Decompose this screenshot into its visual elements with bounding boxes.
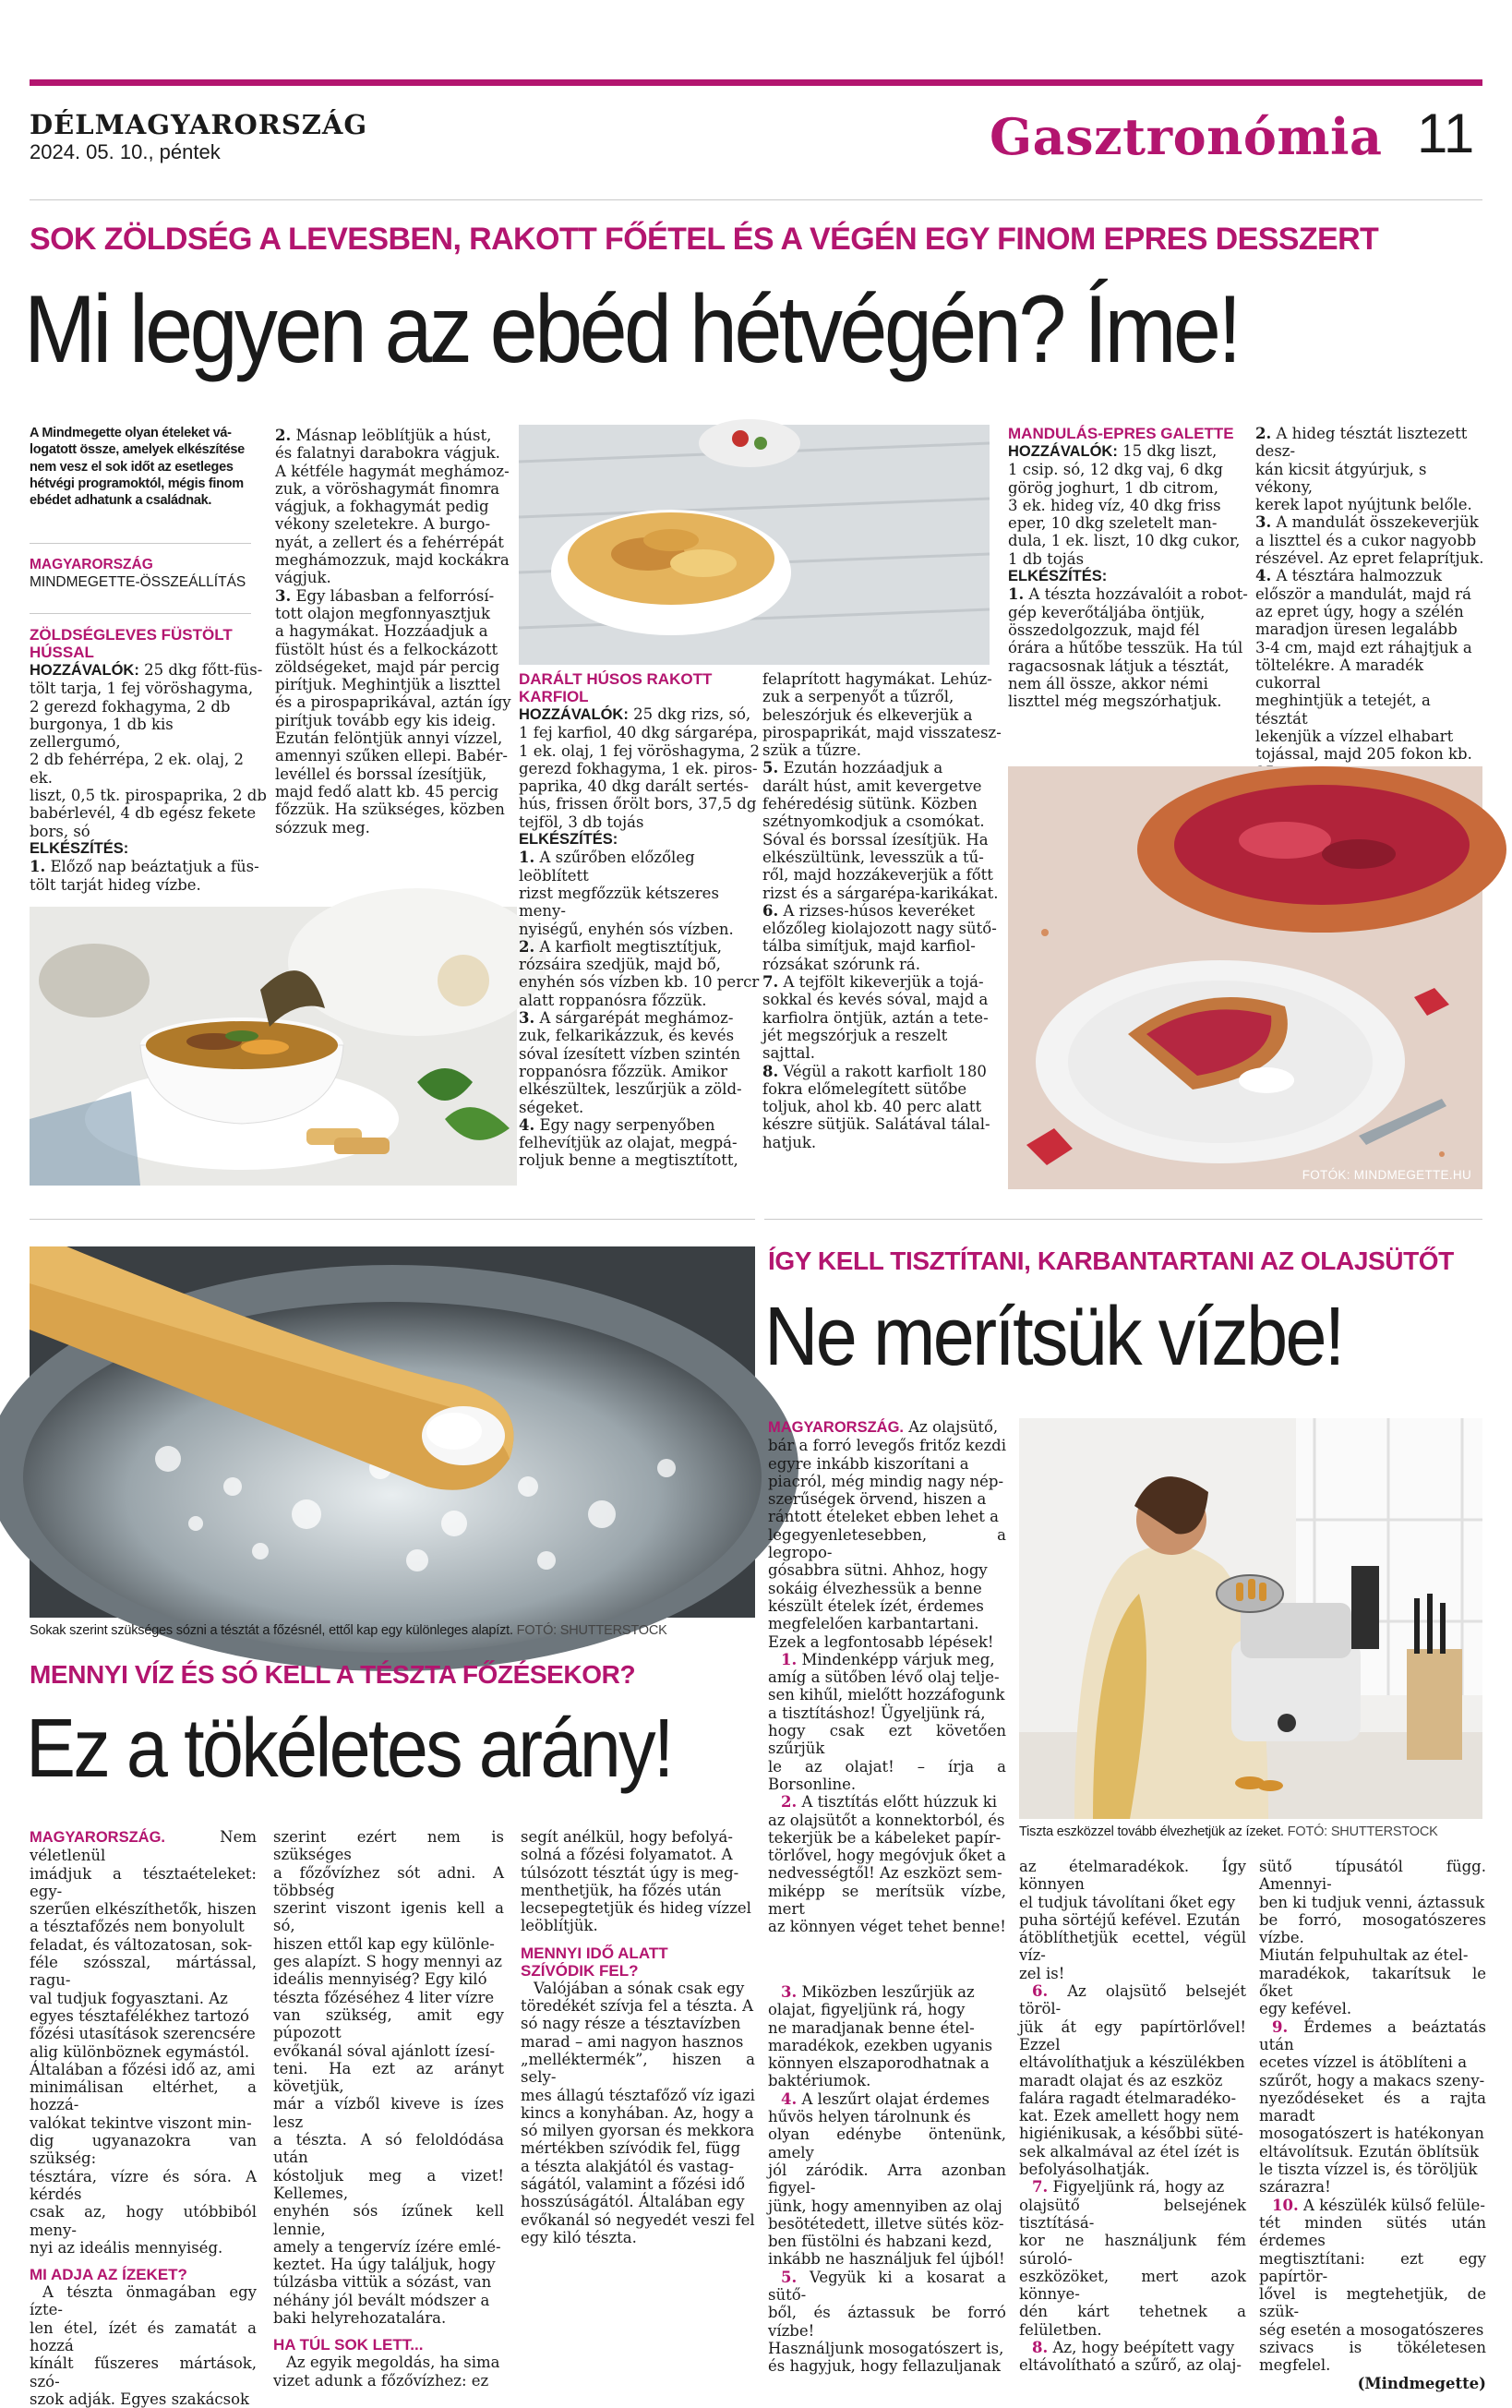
fryer-caption: Tiszta eszközzel tovább élvezhetjük az ízeket. FOTÓ: SHUTTERSTOCK: [1019, 1824, 1438, 1839]
fryer-col-1-cont: 3. Miközben leszűrjük az olajat, figyeljünk rá, hogy ne maradjanak benne étel- maradékok, ezekben ugyanis könnyen elszaporodhatnak a baktériumok. 4. A leszűrt olajat érdemes hűvös helyen tárolnunk és olyan edénybe öntenünk, amely jól záródik. Arra azonban figyel- jünk, hogy amennyiben az olaj besötétedett, illetve sütés köz- ben füstölni és habzani kezd, inkább ne használjuk fel újból! 5. Vegyük ki a kosarat a sütő- ből, és áztassuk be forró vízbe! Használjunk mosogatószert is, és hagyjuk, hogy fellazuljanak: [768, 1983, 1006, 2376]
issue-date: 2024. 05. 10., péntek: [30, 140, 221, 163]
top-byline: MAGYARORSZÁG MINDMEGETTE-ÖSSZEÁLLÍTÁS: [30, 557, 246, 590]
pasta-kicker: MENNYI VÍZ ÉS SÓ KELL A TÉSZTA FŐZÉSEKOR?: [30, 1660, 636, 1689]
pasta-caption: Sokak szerint szükséges sózni a tésztát a főzésnél, ettől kap egy különleges alapízt. FOTÓ: SHUTTERSTOCK: [30, 1623, 667, 1638]
cauliflower-recipe: DARÁLT HÚSOS RAKOTT KARFIOL HOZZÁVALÓK: 25 dkg rizs, só, 1 fej karfiol, 40 dkg sárgarépa, 1 ek. olaj, 1 fej vöröshagyma, 2 gerezd fokhagyma, 1 ek. piros- paprika, 40 dkg darált sertés- hús, frissen őrölt bors, 37,5 dg tejföl, 3 db tojás ELKÉSZÍTÉS: 1. A szűrőben előzőleg leöblített rizst megfőzzük kétszeres meny- nyiségű, enyhén sós vízben. 2. A karfiolt megtisztítjuk, rózsáira szedjük, majd bő, enyhén sós vízben kb. 10 percr alatt roppanósra főzzük. 3. A sárgarépát meghámoz- zuk, felkarikázzuk, és kevés sóval ízesített vízben szintén roppanósra főzzük. Amikor elkészültek, leszűrjük a zöld- ségeket. 4. Egy nagy serpenyőben felhevítjük az olajat, megpá- roljuk benne a megtisztított,: [519, 670, 760, 1170]
fryer-photo: [1019, 1418, 1482, 1819]
pasta-col-3: segít anélkül, hogy befolyá- solná a főzési folyamatot. A túlsózott tésztát úgy is meg- menthetjük, ha főzés után lecsepegtetjük és hideg vízzel leöblítjük. MENNYI IDŐ ALATT SZÍVÓDIK FEL? Valójában a sónak csak egy töredékét szívja fel a tészta. A só nagy része a tésztavízben marad – ami nagyon hasznos „melléktermék”, hiszen a sely- mes állagú tésztafőző víz igazi kincs a konyhában. Az, hogy a só milyen gyorsan és mekkora mértékben szívódik fel, függ a tészta alakjától és vastag- ságától, valamint a főzési idő hosszúságától. Általában egy evőkanál só negyedét veszi fel egy kiló tészta.: [521, 1828, 755, 2246]
top-lead: A Mindmegette olyan ételeket vá- logatott össze, amelyek elkészítése nem vesz el sok időt az esetleges hétvégi programoktól, mégis finom ebédet adhatunk a családnak.: [30, 426, 245, 509]
pasta-col-1: MAGYARORSZÁG. Nem véletlenül imádjuk a tésztaételeket: egy- szerűen elkészíthetők, hiszen a tésztafőzés nem bonyolult feladat, és változatosan, sok- féle szósszal, mártással, ragu- val tudjuk fogyasztani. Az egyes tésztafélékhez tartozó főzési utasítások szerencsére alig különböznek egymástól. Általában a főzési idő az, ami minimálisan eltérhet, a hozzá- valókat tekintve viszont min- dig ugyanazokra van szükség: tésztára, vízre és sóra. A kérdés csak az, hogy utóbbiból meny- nyi az ideális mennyiség. MI ADJA AZ ÍZEKET? A tészta önmagában egy ízte- len étel, ízét és zamatát a hozzá kínált fűszeres mártások, szó- szok adják. Egyes szakácsok: [30, 1828, 257, 2408]
galette-recipe: MANDULÁS-EPRES GALETTE HOZZÁVALÓK: 15 dkg liszt, 1 csip. só, 12 dkg vaj, 6 dkg görög joghurt, 1 db citrom, 3 ek. hideg víz, 40 dkg friss eper, 10 dkg szeletelt man- dula, 1 ek. liszt, 10 dkg cukor, 1 db tojás ELKÉSZÍTÉS: 1. A tészta hozzávalóit a robot- gép keverőtáljába öntjük, összedolgozzuk, majd fél órára a hűtőbe tesszük. Ha túl ragacsosnak látjuk a tésztát, nem áll össze, akkor némi liszttel még megszórhatjuk.: [1008, 425, 1248, 711]
mid-rule-left: [30, 1219, 755, 1220]
byline-rule: [30, 613, 251, 614]
fryer-kicker: ÍGY KELL TISZTÍTANI, KARBANTARTANI AZ OLAJSÜTŐT: [768, 1246, 1454, 1275]
soup-recipe: ZÖLDSÉGLEVES FÜSTÖLT HÚSSAL HOZZÁVALÓK: 25 dkg főtt-füs- tölt tarja, 1 fej vöröshagyma, 2 gerezd fokhagyma, 2 db burgonya, 1 db kis zellergumó, 2 db fehérrépa, 2 ek. olaj, 2 ek. liszt, 0,5 tk. pirospaprika, 2 db babérlevél, 4 db egész fekete bors, só ELKÉSZÍTÉS: 1. Előző nap beáztatjuk a füs- tölt tarját hideg vízbe.: [30, 626, 267, 894]
fryer-intro-col: MAGYARORSZÁG. Az olajsütő, bár a forró levegős fritőz kezdi egyre inkább kiszorítani a piacról, még mindig nagy nép- szerűségek örvend, hiszen a rántott ételeket ebben lehet a legegyenletesebben, a legropo- gósabbra sütni. Ahhoz, hogy sokáig élvezhessük a benne készült ételek ízét, érdemes megfelelően karbantartani. Ezek a legfontosabb lépések! 1. Mindenképp várjuk meg, amíg a sütőben lévő olaj telje- sen kihűl, mielőtt hozzáfogunk a tisztításhoz! Ügyeljünk rá, hogy csak ezt követően szűrjük le az olajat! – írja a Borsonline. 2. A tisztítás előtt húzzuk ki az olajsütőt a konnektorból, és tekerjük be a kábeleket papír- törlővel, hogy megóvjuk őket a nedvességtől! Az eszközt sem- miképp se merítsük vízbe, mert az könnyen véget tehet benne!: [768, 1418, 1007, 1936]
top-photo-credit: FOTÓK: MINDMEGETTE.HU: [1302, 1168, 1471, 1182]
section-title: Gasztronómia: [990, 107, 1383, 166]
galette-recipe-cont: 2. A hideg tésztát lisztezett desz- kán kicsit átgyúrjuk, s vékony, kerek lapot nyújtunk belőle. 3. A mandulát összekeverjük a liszttel és a cukor nagyobb részével. Az epret felaprítjuk. 4. A tésztára halmozzuk először a mandulát, majd rá az epret úgy, hogy a szélén maradjon üresen legalább 3-4 cm, majd ezt ráhajtjuk a töltelékre. A maradék cukorral meghintjük a tetejét, a tésztát lekenjük a vízzel elhabart tojással, majd 205 fokon kb.: [1255, 425, 1484, 764]
pasta-col-2: szerint ezért nem is szükséges a főzővízhez sót adni. A többség szerint viszont igenis kell a só, hiszen ettől kap egy különle- ges alapízt. S hogy mennyi az ideális mennyiség? Egy kiló tészta főzéséhez 4 liter vízre van szükség, amit egy púpozott evőkanál sóval ajánlott ízesí- teni. Ha ezt az arányt követjük, már a vízből kiveve is ízes lesz a tészta. A só feloldódása után kóstoljuk meg a vizet! Kellemes, enyhén sós ízűnek kell lennie, amely a tengervíz ízére emlé- keztet. Ha úgy találjuk, hogy túlzásba vittük a sózást, van néhány jól bevált módszer a baki helyrehozatalára. HA TÚL SOK LETT... Az egyik megoldás, ha sima vizet adunk a főzővízhez: ez: [273, 1828, 504, 2390]
masthead-rule: [30, 199, 1482, 200]
top-headline: Mi legyen az ebéd hétvégén? Íme!: [24, 276, 1239, 383]
pasta-headline: Ez a tökéletes arány!: [26, 1703, 672, 1795]
lead-rule: [30, 543, 251, 544]
galette-photo: [1008, 766, 1482, 1189]
cauliflower-photo: [519, 425, 990, 665]
cauliflower-recipe-cont: felaprított hagymákat. Lehúz- zuk a serpenyőt a tűzről, beleszórjuk és elkeverjük a pirospaprikát, majd visszatesz- szük a tűzre. 5. Ezután hozzáadjuk a darált húst, amit kevergetve fehéredésig sütünk. Közben szétnyomkodjuk a csomókat. Sóval és borssal ízesítjük. Ha elkészültünk, levesszük a tű- ről, majd hozzákeverjük a főtt rizst és a sárgarépa-karikákat. 6. A rizses-húsos keveréket előzőleg kiolajozott nagy sütő- tálba simítjuk, majd karfiol- rózsákat szórunk rá. 7. A tejfölt kikeverjük a tojá- sokkal és kevés sóval, majd a karfiolra öntjük, aztán a tete- jét megszórjuk a reszelt sajttal. 8. Végül a rakott karfiolt 180 fokra előmelegített sütőbe toljuk, ahol kb. 40 perc alatt készre sütjük. Salátával tálal- hatjuk.: [762, 670, 1002, 1151]
pasta-photo: [30, 1246, 755, 1618]
page-number: 11: [1417, 102, 1475, 164]
fryer-headline: Ne merítsük vízbe!: [764, 1291, 1343, 1383]
top-accent-bar: [30, 79, 1482, 86]
mid-rule-right: [764, 1219, 1482, 1220]
paper-name: DÉLMAGYARORSZÁG: [30, 109, 368, 140]
soup-recipe-cont: 2. Másnap leöblítjük a húst, és falatnyi darabokra vágjuk. A kétféle hagymát meghámoz- zuk, a vöröshagymát finomra vágjuk, a fokhagymát pedig vékony szeletekre. A burgo- nyát, a zellert és a fehérrépát meghámozzuk, majd kockákra vágjuk. 3. Egy lábasban a felforrósí- tott olajon megfonnyasztjuk a hagymákat. Hozzáadjuk a füstölt húst és a felkockázott zöldségeket, majd pár percig pirítjuk. Meghintjük a liszttel és a pirospaprikával, aztán így pirítjuk tovább egy kis ideig. Ezután felöntjük annyi vízzel, amennyi szűken ellepi. Babér- levéllel és borssal ízesítjük, majd fedő alatt kb. 45 percig főzzük. Ha szükséges, közben sózzuk meg.: [275, 427, 511, 837]
fryer-col-2: az ételmaradékok. Így könnyen el tudjuk távolítani őket egy puha sörtéjű kefével. Ezután átöblíthetjük ecettel, végül víz- zel is! 6. Az olajsütő belsejét töröl- jük át egy papírtörlővel! Ezzel eltávolíthatjuk a készülékben maradt olajat és az eszköz falára ragadt ételmaradéko- kat. Ezek amellett hogy nem higiénikusak, a későbbi süté- sek alkalmával az étel ízét is befolyásolhatják. 7. Figyeljünk rá, hogy az olajsütő belsejének tisztításá- kor ne használjunk fém súroló- eszközöket, mert azok könnye- dén kárt tehetnek a felületben. 8. Az, hogy beépített vagy eltávolítható a szűrő, az olaj-: [1019, 1858, 1246, 2375]
soup-photo: [30, 907, 517, 1186]
top-kicker: SOK ZÖLDSÉG A LEVESBEN, RAKOTT FŐÉTEL ÉS A VÉGÉN EGY FINOM EPRES DESSZERT: [30, 222, 1379, 257]
fryer-col-3: sütő típusától függ. Amennyi- ben ki tudjuk venni, áztassuk be forró, mosogatószeres vízbe. Miután felpuhultak az étel- maradékok, takarítsuk le őket egy kefével. 9. Érdemes a beáztatás után ecetes vízzel is átöblíteni a szűrőt, hogy a makacs szeny- nyeződéseket és a rajta maradt mosogatószert is hatékonyan eltávolítsuk. Ezután öblítsük le tiszta vízzel is, és töröljük szárazra! 10. A készülék külső felüle- tét minden sütés után érdemes megtisztítani: ezt egy papírtör- lővel is megtehetjük, de szük- ség esetén a mosogatószeres szivacs is tökéletesen megfelel. (Mindmegette): [1259, 1858, 1486, 2392]
